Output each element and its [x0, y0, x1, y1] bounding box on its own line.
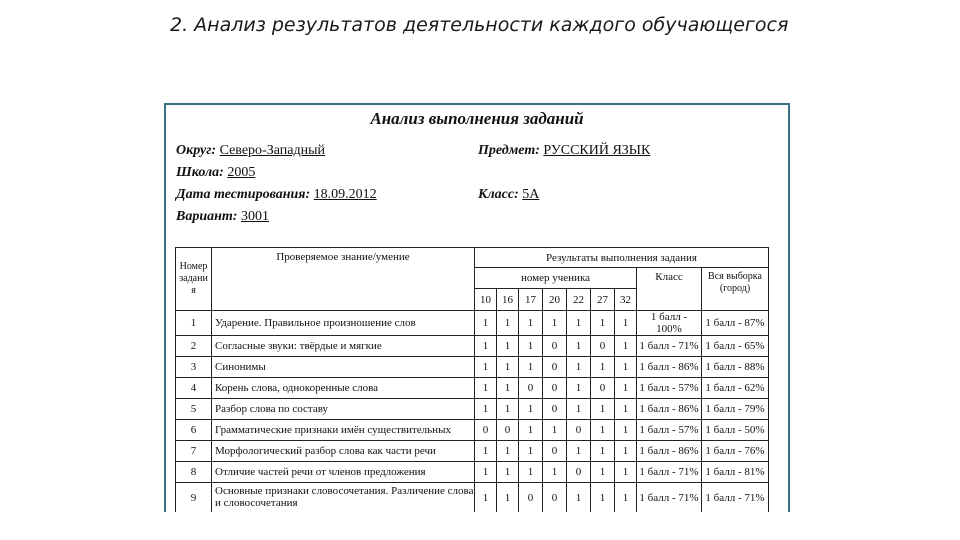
class-result: 1 балл - 57%	[637, 378, 702, 399]
score-cell: 1	[615, 420, 637, 441]
score-cell: 1	[475, 357, 497, 378]
score-cell: 1	[591, 357, 615, 378]
score-cell: 1	[615, 357, 637, 378]
score-cell: 0	[543, 357, 567, 378]
score-cell: 1	[519, 311, 543, 336]
total-result: 1 балл - 87%	[702, 311, 769, 336]
skill-cell: Морфологический разбор слова как части речи	[212, 441, 475, 462]
date-line	[176, 187, 377, 203]
score-cell: 1	[567, 357, 591, 378]
score-cell: 1	[497, 441, 519, 462]
score-cell: 0	[567, 462, 591, 483]
total-result: 1 балл - 50%	[702, 420, 769, 441]
score-cell: 0	[497, 420, 519, 441]
score-cell: 1	[519, 336, 543, 357]
task-number: 2	[176, 336, 212, 357]
class-result: 1 балл - 71%	[637, 336, 702, 357]
score-cell: 0	[519, 378, 543, 399]
score-cell: 1	[615, 378, 637, 399]
score-cell: 1	[543, 462, 567, 483]
task-number: 4	[176, 378, 212, 399]
score-cell: 1	[475, 399, 497, 420]
variant-value: 3001	[240, 209, 269, 224]
class-header: Класс	[637, 268, 702, 311]
score-cell: 1	[615, 311, 637, 336]
subject-value: РУССКИЙ ЯЗЫК	[543, 143, 651, 158]
score-cell: 1	[591, 311, 615, 336]
class-result: 1 балл - 86%	[637, 357, 702, 378]
score-cell: 1	[567, 399, 591, 420]
task-number: 7	[176, 441, 212, 462]
score-cell: 1	[591, 483, 615, 513]
table-row	[176, 357, 769, 378]
document-heading: Анализ выполнения заданий	[370, 109, 584, 128]
variant-line	[176, 209, 269, 225]
score-cell: 0	[591, 378, 615, 399]
subject-label: Предмет:	[478, 143, 540, 158]
school-line	[176, 165, 255, 181]
district-line	[176, 143, 325, 159]
document-frame	[164, 103, 790, 512]
table-row	[176, 462, 769, 483]
total-result: 1 балл - 65%	[702, 336, 769, 357]
score-cell: 1	[497, 399, 519, 420]
score-cell: 1	[567, 483, 591, 513]
district-label: Округ:	[176, 143, 217, 158]
skill-cell: Разбор слова по составу	[212, 399, 475, 420]
class-result: 1 балл - 86%	[637, 441, 702, 462]
score-cell: 0	[567, 420, 591, 441]
table-row	[176, 399, 769, 420]
table-row	[176, 441, 769, 462]
table-row	[176, 420, 769, 441]
total-result: 1 балл - 81%	[702, 462, 769, 483]
school-value: 2005	[227, 165, 256, 180]
score-cell: 1	[567, 336, 591, 357]
skill-cell: Согласные звуки: твёрдые и мягкие	[212, 336, 475, 357]
score-cell: 1	[543, 420, 567, 441]
results-header: Результаты выполнения задания	[475, 248, 769, 268]
score-cell: 1	[475, 462, 497, 483]
total-result: 1 балл - 71%	[702, 483, 769, 513]
score-cell: 1	[615, 441, 637, 462]
skill-cell: Синонимы	[212, 357, 475, 378]
score-cell: 1	[475, 441, 497, 462]
score-cell: 1	[591, 420, 615, 441]
score-cell: 1	[591, 462, 615, 483]
total-header: Вся выборка (город)	[702, 268, 769, 311]
task-number-header: Номер задани я	[176, 248, 212, 311]
class-result: 1 балл - 57%	[637, 420, 702, 441]
skill-cell: Отличие частей речи от членов предложения	[212, 462, 475, 483]
score-cell: 1	[615, 399, 637, 420]
score-cell: 1	[567, 311, 591, 336]
score-cell: 1	[497, 357, 519, 378]
class-result: 1 балл - 71%	[637, 483, 702, 513]
score-cell: 0	[591, 336, 615, 357]
student-number: 22	[567, 289, 591, 311]
score-cell: 1	[519, 420, 543, 441]
table-row	[176, 378, 769, 399]
class-value: 5А	[522, 187, 540, 202]
total-result: 1 балл - 62%	[702, 378, 769, 399]
student-number: 16	[497, 289, 519, 311]
student-number: 27	[591, 289, 615, 311]
score-cell: 0	[475, 420, 497, 441]
score-cell: 1	[497, 311, 519, 336]
score-cell: 1	[475, 483, 497, 513]
score-cell: 0	[543, 399, 567, 420]
score-cell: 1	[519, 357, 543, 378]
class-result: 1 балл - 71%	[637, 462, 702, 483]
total-result: 1 балл - 79%	[702, 399, 769, 420]
table-body	[176, 311, 769, 513]
results-table	[175, 247, 769, 512]
student-number: 20	[543, 289, 567, 311]
task-number: 1	[176, 311, 212, 336]
total-result: 1 балл - 76%	[702, 441, 769, 462]
score-cell: 1	[497, 336, 519, 357]
score-cell: 1	[615, 483, 637, 513]
score-cell: 0	[543, 483, 567, 513]
school-label: Школа:	[176, 165, 224, 180]
task-number: 5	[176, 399, 212, 420]
score-cell: 1	[519, 399, 543, 420]
score-cell: 1	[475, 378, 497, 399]
task-number: 3	[176, 357, 212, 378]
score-cell: 0	[519, 483, 543, 513]
district-value: Северо-Западный	[219, 143, 325, 158]
score-cell: 0	[543, 336, 567, 357]
score-cell: 1	[475, 311, 497, 336]
date-value: 18.09.2012	[313, 187, 377, 202]
skill-header: Проверяемое знание/умение	[212, 248, 475, 311]
skill-cell: Грамматические признаки имён существительных	[212, 420, 475, 441]
variant-label: Вариант:	[176, 209, 238, 224]
score-cell: 1	[567, 378, 591, 399]
table-row	[176, 336, 769, 357]
task-number: 9	[176, 483, 212, 513]
skill-cell: Основные признаки словосочетания. Различение слова и словосочетания	[212, 483, 475, 513]
task-number: 6	[176, 420, 212, 441]
subject-line	[478, 143, 650, 159]
date-label: Дата тестирования:	[176, 187, 311, 202]
score-cell: 1	[497, 483, 519, 513]
student-number-header: номер ученика	[475, 268, 637, 289]
score-cell: 1	[519, 441, 543, 462]
class-result: 1 балл - 100%	[637, 311, 702, 336]
table-row	[176, 311, 769, 336]
skill-cell: Корень слова, однокоренные слова	[212, 378, 475, 399]
score-cell: 1	[497, 378, 519, 399]
score-cell: 1	[497, 462, 519, 483]
total-result: 1 балл - 88%	[702, 357, 769, 378]
student-number: 32	[615, 289, 637, 311]
table-row	[176, 483, 769, 513]
score-cell: 1	[567, 441, 591, 462]
student-number: 17	[519, 289, 543, 311]
score-cell: 1	[591, 399, 615, 420]
skill-cell: Ударение. Правильное произношение слов	[212, 311, 475, 336]
score-cell: 1	[615, 462, 637, 483]
score-cell: 1	[615, 336, 637, 357]
task-number: 8	[176, 462, 212, 483]
class-line	[478, 187, 539, 203]
score-cell: 1	[475, 336, 497, 357]
score-cell: 0	[543, 441, 567, 462]
score-cell: 1	[543, 311, 567, 336]
score-cell: 1	[591, 441, 615, 462]
slide-title: 2. Анализ результатов деятельности каждого обучающегося	[170, 14, 789, 36]
class-result: 1 балл - 86%	[637, 399, 702, 420]
score-cell: 0	[543, 378, 567, 399]
class-label: Класс:	[478, 187, 519, 202]
student-number: 10	[475, 289, 497, 311]
score-cell: 1	[519, 462, 543, 483]
